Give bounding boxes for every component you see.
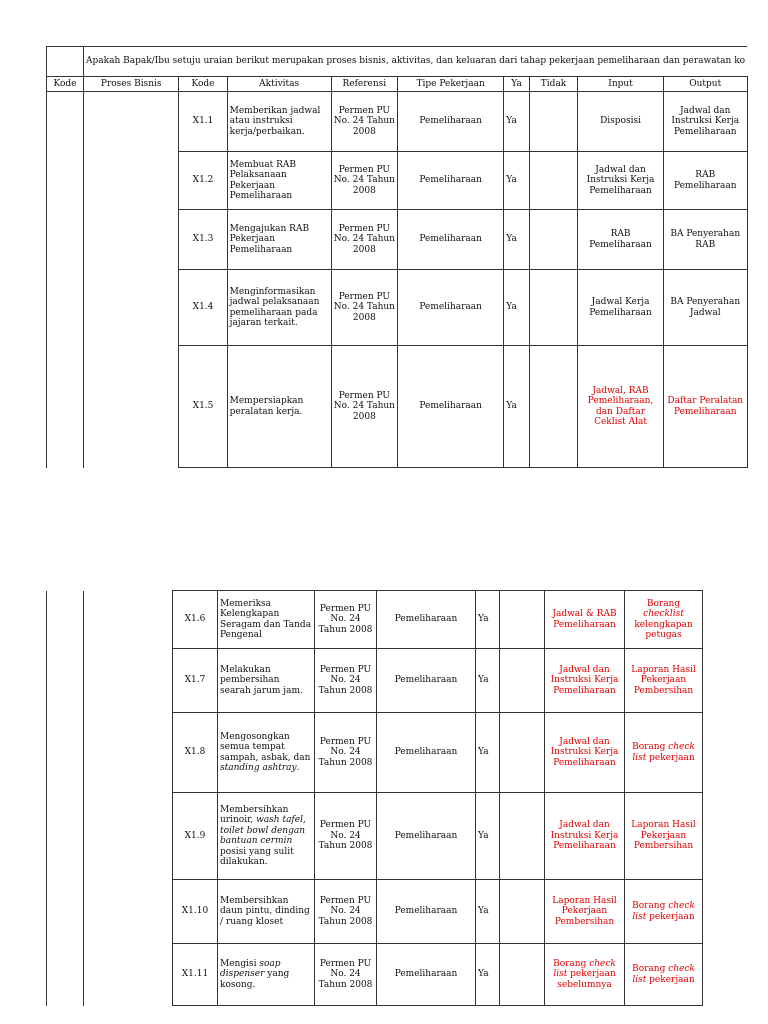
row-output: Daftar Peralatan Pemeliharaan xyxy=(663,346,747,468)
survey-table-2 xyxy=(46,590,703,1006)
row-tipe: Pemeliharaan xyxy=(377,591,476,649)
row-tidak[interactable] xyxy=(500,793,545,880)
row-tidak[interactable] xyxy=(500,944,545,1006)
row-tipe: Pemeliharaan xyxy=(398,210,504,270)
row-ya[interactable]: Ya xyxy=(504,346,530,468)
row-input: Jadwal dan Instruksi Kerja Pemeliharaan xyxy=(545,649,625,713)
row-tipe: Pemeliharaan xyxy=(398,152,504,210)
row-ya[interactable]: Ya xyxy=(476,793,500,880)
row-tipe: Pemeliharaan xyxy=(398,346,504,468)
row-ya[interactable]: Ya xyxy=(504,210,530,270)
row-output: Borang check list pekerjaan xyxy=(625,880,703,944)
row-aktivitas: Memeriksa Kelengkapan Seragam dan Tanda Pengenal xyxy=(218,591,315,649)
row-referensi: Permen PU No. 24 Tahun 2008 xyxy=(315,793,377,880)
header-ya: Ya xyxy=(504,77,530,92)
survey-table-1 xyxy=(46,46,748,468)
header-tidak: Tidak xyxy=(529,77,577,92)
row-aktivitas: Menginformasikan jadwal pelaksanaan pemeliharaan pada jajaran terkait. xyxy=(227,270,331,346)
row-output: Borang checklist kelengkapan petugas xyxy=(625,591,703,649)
row-referensi: Permen PU No. 24 Tahun 2008 xyxy=(315,944,377,1006)
row-referensi: Permen PU No. 24 Tahun 2008 xyxy=(315,713,377,793)
row-ya[interactable]: Ya xyxy=(476,880,500,944)
row-referensi: Permen PU No. 24 Tahun 2008 xyxy=(331,152,397,210)
row-tipe: Pemeliharaan xyxy=(377,793,476,880)
row-input: Jadwal dan Instruksi Kerja Pemeliharaan xyxy=(578,152,664,210)
row-tidak[interactable] xyxy=(500,591,545,649)
row-aktivitas: Mengajukan RAB Pekerjaan Pemeliharaan xyxy=(227,210,331,270)
row-ya[interactable]: Ya xyxy=(504,152,530,210)
header-referensi: Referensi xyxy=(331,77,397,92)
row-ya[interactable]: Ya xyxy=(504,92,530,152)
row-aktivitas: Mengisi soap dispenser yang kosong. xyxy=(218,944,315,1006)
header-output: Output xyxy=(663,77,747,92)
row-kode: X1.10 xyxy=(173,880,218,944)
row-input: Jadwal Kerja Pemeliharaan xyxy=(578,270,664,346)
header-input: Input xyxy=(578,77,664,92)
row-referensi: Permen PU No. 24 Tahun 2008 xyxy=(331,346,397,468)
row-tipe: Pemeliharaan xyxy=(398,92,504,152)
row-kode: X1.6 xyxy=(173,591,218,649)
row-kode: X1.1 xyxy=(179,92,227,152)
row-referensi: Permen PU No. 24 Tahun 2008 xyxy=(315,649,377,713)
row-kode: X1.5 xyxy=(179,346,227,468)
row-tidak[interactable] xyxy=(500,713,545,793)
row-kode: X1.3 xyxy=(179,210,227,270)
row-aktivitas: Mengosongkan semua tempat sampah, asbak, dan standing ashtray. xyxy=(218,713,315,793)
row-input: Borang check list pekerjaan sebelumnya xyxy=(545,944,625,1006)
row-tipe: Pemeliharaan xyxy=(377,713,476,793)
row-ya[interactable]: Ya xyxy=(504,270,530,346)
header-aktivitas: Aktivitas xyxy=(227,77,331,92)
row-kode: X1.4 xyxy=(179,270,227,346)
row-aktivitas: Membersihkan urinoir, wash tafel, toilet bowl dengan bantuan cermin posisi yang sulit dilakukan. xyxy=(218,793,315,880)
row-tipe: Pemeliharaan xyxy=(377,880,476,944)
row-kode: X1.8 xyxy=(173,713,218,793)
table-row xyxy=(47,591,703,649)
row-aktivitas: Memberikan jadwal atau instruksi kerja/perbaikan. xyxy=(227,92,331,152)
row-tidak[interactable] xyxy=(529,270,577,346)
header-tipe: Tipe Pekerjaan xyxy=(398,77,504,92)
table-row xyxy=(47,92,748,152)
row-ya[interactable]: Ya xyxy=(476,713,500,793)
row-input: Jadwal & RAB Pemeliharaan xyxy=(545,591,625,649)
row-aktivitas: Melakukan pembersihan searah jarum jam. xyxy=(218,649,315,713)
row-aktivitas: Membuat RAB Pelaksanaan Pekerjaan Pemeliharaan xyxy=(227,152,331,210)
row-referensi: Permen PU No. 24 Tahun 2008 xyxy=(331,210,397,270)
row-input: Jadwal dan Instruksi Kerja Pemeliharaan xyxy=(545,713,625,793)
row-tipe: Pemeliharaan xyxy=(377,649,476,713)
row-tidak[interactable] xyxy=(529,210,577,270)
row-input: Jadwal, RAB Pemeliharaan, dan Daftar Ceklist Alat xyxy=(578,346,664,468)
row-tidak[interactable] xyxy=(529,346,577,468)
header-proses-bisnis: Proses Bisnis xyxy=(84,77,179,92)
row-output: Borang check list pekerjaan xyxy=(625,713,703,793)
row-ya[interactable]: Ya xyxy=(476,649,500,713)
row-output: Borang check list pekerjaan xyxy=(625,944,703,1006)
row-referensi: Permen PU No. 24 Tahun 2008 xyxy=(315,591,377,649)
header-kode: Kode xyxy=(47,77,84,92)
row-tidak[interactable] xyxy=(500,880,545,944)
row-input: RAB Pemeliharaan xyxy=(578,210,664,270)
row-kode: X1.2 xyxy=(179,152,227,210)
row-aktivitas: Membersihkan daun pintu, dinding / ruang kloset xyxy=(218,880,315,944)
row-output: Laporan Hasil Pekerjaan Pembersihan xyxy=(625,793,703,880)
question-text: Apakah Bapak/Ibu setuju uraian berikut merupakan proses bisnis, aktivitas, dan keluaran dari tahap pekerjaan pemeliharaan dan perawatan ko xyxy=(84,47,748,77)
row-output: BA Penyerahan Jadwal xyxy=(663,270,747,346)
row-kode: X1.11 xyxy=(173,944,218,1006)
row-tipe: Pemeliharaan xyxy=(398,270,504,346)
row-referensi: Permen PU No. 24 Tahun 2008 xyxy=(331,270,397,346)
header-kode2: Kode xyxy=(179,77,227,92)
row-input: Disposisi xyxy=(578,92,664,152)
row-referensi: Permen PU No. 24 Tahun 2008 xyxy=(315,880,377,944)
row-tidak[interactable] xyxy=(529,152,577,210)
row-tidak[interactable] xyxy=(529,92,577,152)
row-tidak[interactable] xyxy=(500,649,545,713)
row-kode: X1.7 xyxy=(173,649,218,713)
row-referensi: Permen PU No. 24 Tahun 2008 xyxy=(331,92,397,152)
row-input: Laporan Hasil Pekerjaan Pembersihan xyxy=(545,880,625,944)
row-output: Jadwal dan Instruksi Kerja Pemeliharaan xyxy=(663,92,747,152)
row-aktivitas: Mempersiapkan peralatan kerja. xyxy=(227,346,331,468)
row-tipe: Pemeliharaan xyxy=(377,944,476,1006)
row-output: RAB Pemeliharaan xyxy=(663,152,747,210)
row-input: Jadwal dan Instruksi Kerja Pemeliharaan xyxy=(545,793,625,880)
row-ya[interactable]: Ya xyxy=(476,591,500,649)
row-output: Laporan Hasil Pekerjaan Pembersihan xyxy=(625,649,703,713)
row-ya[interactable]: Ya xyxy=(476,944,500,1006)
row-output: BA Penyerahan RAB xyxy=(663,210,747,270)
header-row xyxy=(47,77,748,92)
row-kode: X1.9 xyxy=(173,793,218,880)
